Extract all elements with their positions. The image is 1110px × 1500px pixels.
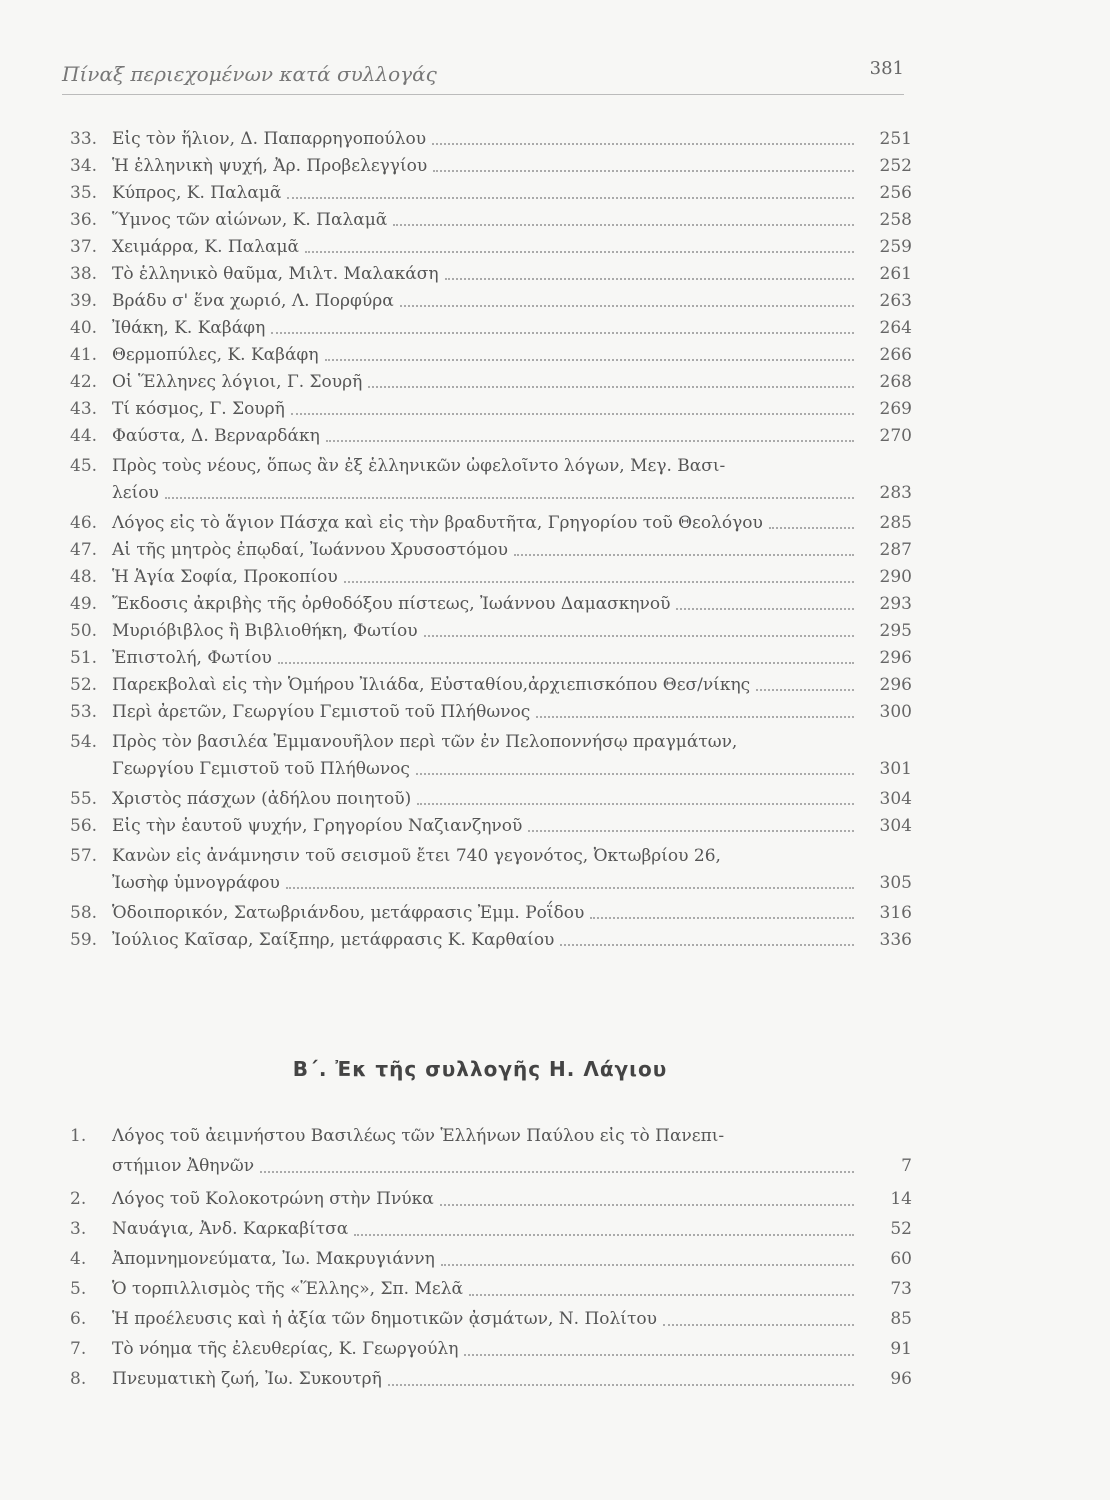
dot-leader [287, 180, 854, 199]
entry-title-line [112, 261, 860, 288]
toc-entry [70, 672, 912, 699]
entry-number: 36. [70, 210, 98, 230]
entry-title-text: Εἰς τὴν ἑαυτοῦ ψυχήν, Γρηγορίου Ναζιανζηνοῦ [112, 816, 523, 836]
entry-title [112, 1244, 868, 1274]
dot-leader [388, 1364, 854, 1386]
entry-title [112, 288, 868, 315]
entry-page-number: 52 [890, 1219, 912, 1239]
entry-title [112, 1334, 868, 1364]
toc-entry [70, 510, 912, 537]
entry-title-text: Θερμοπύλες, Κ. Καβάφη [112, 345, 319, 365]
dot-leader [416, 756, 854, 775]
entry-title-line [112, 1304, 860, 1334]
entry-title [112, 1214, 868, 1244]
entry-title-line [112, 672, 860, 699]
entry-page-number: 96 [890, 1369, 912, 1389]
entry-title [112, 423, 868, 450]
entry-page-number: 300 [879, 702, 912, 722]
dot-leader [663, 1304, 854, 1326]
entry-number: 48. [70, 567, 98, 587]
entry-number: 4. [70, 1249, 87, 1269]
dot-leader [291, 396, 854, 415]
entry-title-text: Ἡ ἑλληνικὴ ψυχή, Ἀρ. Προβελεγγίου [112, 156, 428, 176]
entry-number: 54. [70, 732, 98, 752]
entry-page-number: 293 [879, 594, 912, 614]
entry-page-number: 270 [879, 426, 912, 446]
entry-number: 41. [70, 345, 98, 365]
entry-page-number: 296 [879, 675, 912, 695]
entry-title-line [112, 927, 860, 954]
entry-title [112, 699, 868, 726]
entry-number: 7. [70, 1339, 87, 1359]
entry-number: 3. [70, 1219, 87, 1239]
entry-page-number: 287 [879, 540, 912, 560]
dot-leader [417, 786, 854, 805]
dot-leader [536, 699, 854, 718]
entry-title-line [112, 900, 860, 927]
dot-leader [769, 510, 854, 529]
toc-entry [70, 342, 912, 369]
entry-title-text: Ἰούλιος Καῖσαρ, Σαίξπηρ, μετάφρασις Κ. Καρθαίου [112, 930, 555, 950]
entry-title [112, 315, 868, 342]
toc-entry [70, 1184, 912, 1214]
entry-page-number: 261 [879, 264, 912, 284]
dot-leader [354, 1214, 854, 1236]
entry-number: 37. [70, 237, 98, 257]
toc-entry [70, 843, 912, 897]
entry-title [112, 900, 868, 927]
toc-entry [70, 1214, 912, 1244]
dot-leader [393, 207, 854, 226]
entry-page-number: 256 [879, 183, 912, 203]
entry-title-text: Ναυάγια, Ἀνδ. Καρκαβίτσα [112, 1219, 349, 1239]
entry-title-text: Κύπρος, Κ. Παλαμᾶ [112, 183, 282, 203]
toc-entry [70, 1364, 912, 1394]
entry-page-number: 316 [879, 903, 912, 923]
entry-title-text: Πνευματικὴ ζωή, Ἰω. Συκουτρῆ [112, 1369, 382, 1389]
entry-title-line [112, 1364, 860, 1394]
entry-title-line [112, 315, 860, 342]
dot-leader [441, 1244, 854, 1266]
entry-title-line [112, 453, 860, 480]
dot-leader [756, 672, 854, 691]
entry-title [112, 1121, 868, 1181]
entry-number: 44. [70, 426, 98, 446]
entry-title-text: Αἱ τῆς μητρὸς ἐπῳδαί, Ἰωάννου Χρυσοστόμου [112, 540, 508, 560]
entry-page-number: 85 [890, 1309, 912, 1329]
toc-entry [70, 423, 912, 450]
entry-title-line [112, 591, 860, 618]
entry-page-number: 268 [879, 372, 912, 392]
entry-title-text: Κανὼν εἰς ἀνάμνησιν τοῦ σεισμοῦ ἔτει 740 γεγονότος, Ὀκτωβρίου 26, [112, 846, 721, 866]
entry-page-number: 304 [879, 789, 912, 809]
dot-leader [445, 261, 854, 280]
entry-title-text: λείου [112, 483, 159, 503]
entry-page-number: 60 [890, 1249, 912, 1269]
toc-entry [70, 288, 912, 315]
toc-entry [70, 369, 912, 396]
dot-leader [676, 591, 854, 610]
entry-title-line [112, 180, 860, 207]
toc-entry [70, 813, 912, 840]
toc-entry [70, 927, 912, 954]
entry-number: 8. [70, 1369, 87, 1389]
page-header [62, 58, 904, 95]
entry-title-text: Φαύστα, Δ. Βερναρδάκη [112, 426, 320, 446]
entry-number: 1. [70, 1126, 87, 1146]
toc-entry [70, 234, 912, 261]
entry-page-number: 304 [879, 816, 912, 836]
toc-entry [70, 1244, 912, 1274]
toc-list-a [70, 126, 912, 954]
dot-leader [344, 564, 854, 583]
entry-title-text: Χειμάρρα, Κ. Παλαμᾶ [112, 237, 299, 257]
entry-title-line [112, 870, 860, 897]
entry-number: 50. [70, 621, 98, 641]
entry-title-line [112, 288, 860, 315]
entry-page-number: 251 [879, 129, 912, 149]
entry-title-text: Περὶ ἀρετῶν, Γεωργίου Γεμιστοῦ τοῦ Πλήθωνος [112, 702, 531, 722]
entry-number: 38. [70, 264, 98, 284]
entry-page-number: 259 [879, 237, 912, 257]
dot-leader [440, 1184, 854, 1206]
entry-number: 39. [70, 291, 98, 311]
entry-page-number: 295 [879, 621, 912, 641]
dot-leader [590, 900, 854, 919]
toc-entry [70, 126, 912, 153]
toc-entry [70, 786, 912, 813]
entry-title-line [112, 234, 860, 261]
entry-page-number: 296 [879, 648, 912, 668]
dot-leader [165, 480, 854, 499]
toc-entry [70, 453, 912, 507]
entry-title-line [112, 423, 860, 450]
entry-title-line [112, 786, 860, 813]
dot-leader [305, 234, 854, 253]
entry-title-line [112, 699, 860, 726]
entry-title-line [112, 537, 860, 564]
entry-title-line [112, 813, 860, 840]
entry-number: 45. [70, 456, 98, 476]
entry-page-number: 305 [879, 873, 912, 893]
entry-number: 6. [70, 1309, 87, 1329]
running-title: Πίναξ περιεχομένων κατά συλλογάς [62, 62, 437, 86]
entry-title-text: στήμιον Ἀθηνῶν [112, 1156, 255, 1176]
toc-entry [70, 396, 912, 423]
entry-title-line [112, 153, 860, 180]
entry-number: 40. [70, 318, 98, 338]
dot-leader [424, 618, 854, 637]
dot-leader [433, 153, 854, 172]
dot-leader [368, 369, 854, 388]
entry-title [112, 1184, 868, 1214]
section-heading: Β΄. Ἐκ τῆς συλλογῆς Η. Λάγιου [292, 1057, 668, 1081]
entry-page-number: 336 [879, 930, 912, 950]
toc-entry [70, 315, 912, 342]
entry-title [112, 1304, 868, 1334]
dot-leader [286, 870, 854, 889]
entry-title-line [112, 729, 860, 756]
dot-leader [325, 342, 854, 361]
entry-title-text: Ὕμνος τῶν αἰώνων, Κ. Παλαμᾶ [112, 210, 388, 230]
entry-title-line [112, 1121, 860, 1151]
entry-number: 34. [70, 156, 98, 176]
dot-leader [326, 423, 854, 442]
entry-number: 5. [70, 1279, 87, 1299]
entry-page-number: 285 [879, 513, 912, 533]
entry-title [112, 261, 868, 288]
toc-entry [70, 207, 912, 234]
entry-title-line [112, 1151, 860, 1181]
dot-leader [469, 1274, 854, 1296]
entry-title-text: Ὁδοιπορικόν, Σατωβριάνδου, μετάφρασις Ἐμμ. Ροΐδου [112, 903, 585, 923]
entry-title-text: Ἔκδοσις ἀκριβὴς τῆς ὀρθοδόξου πίστεως, Ἰωάννου Δαμασκηνοῦ [112, 594, 671, 614]
entry-title [112, 729, 868, 783]
entry-title [112, 396, 868, 423]
toc-entry [70, 900, 912, 927]
entry-title-line [112, 480, 860, 507]
entry-title-text: Εἰς τὸν ἥλιον, Δ. Παπαρρηγοπούλου [112, 129, 427, 149]
toc-entry [70, 1304, 912, 1334]
entry-number: 57. [70, 846, 98, 866]
entry-title-line [112, 510, 860, 537]
entry-title-line [112, 618, 860, 645]
entry-number: 49. [70, 594, 98, 614]
entry-page-number: 258 [879, 210, 912, 230]
entry-page-number: 91 [890, 1339, 912, 1359]
entry-title-line [112, 843, 860, 870]
entry-title [112, 369, 868, 396]
entry-title-line [112, 1244, 860, 1274]
entry-title-line [112, 369, 860, 396]
toc-entry [70, 180, 912, 207]
entry-title-text: Βράδυ σ' ἕνα χωριό, Λ. Πορφύρα [112, 291, 394, 311]
toc-entry [70, 699, 912, 726]
entry-title [112, 1274, 868, 1304]
entry-number: 33. [70, 129, 98, 149]
entry-page-number: 269 [879, 399, 912, 419]
entry-page-number: 252 [879, 156, 912, 176]
entry-number: 46. [70, 513, 98, 533]
entry-title [112, 342, 868, 369]
entry-title [112, 180, 868, 207]
dot-leader [464, 1334, 854, 1356]
entry-title [112, 537, 868, 564]
entry-number: 47. [70, 540, 98, 560]
entry-title [112, 1364, 868, 1394]
entry-title-line [112, 207, 860, 234]
toc-entry [70, 1274, 912, 1304]
dot-leader [400, 288, 854, 307]
toc-list-b [70, 1118, 912, 1394]
entry-number: 53. [70, 702, 98, 722]
toc-entry [70, 591, 912, 618]
toc-entry [70, 618, 912, 645]
page-number: 381 [869, 58, 904, 79]
entry-title-line [112, 564, 860, 591]
entry-number: 35. [70, 183, 98, 203]
entry-title-text: Τί κόσμος, Γ. Σουρῆ [112, 399, 285, 419]
entry-title-text: Μυριόβιβλος ἢ Βιβλιοθήκη, Φωτίου [112, 621, 418, 641]
entry-number: 42. [70, 372, 98, 392]
entry-title [112, 564, 868, 591]
entry-title-line [112, 1334, 860, 1364]
dot-leader [514, 537, 854, 556]
dot-leader [271, 315, 854, 334]
entry-title [112, 813, 868, 840]
entry-title-text: Παρεκβολαὶ εἰς τὴν Ὁμήρου Ἰλιάδα, Εὐσταθίου,ἀρχιεπισκόπου Θεσ/νίκης [112, 675, 751, 695]
entry-title-text: Τὸ ἑλληνικὸ θαῦμα, Μιλτ. Μαλακάση [112, 264, 439, 284]
entry-title-text: Ἡ προέλευσις καὶ ἡ ἀξία τῶν δημοτικῶν ᾀσμάτων, Ν. Πολίτου [112, 1309, 657, 1329]
entry-number: 56. [70, 816, 98, 836]
entry-title-text: Ὁ τορπιλλισμὸς τῆς «Ἕλλης», Σπ. Μελᾶ [112, 1279, 463, 1299]
entry-title-text: Ἰωσὴφ ὑμνογράφου [112, 873, 280, 893]
entry-page-number: 290 [879, 567, 912, 587]
entry-title-text: Ἐπιστολή, Φωτίου [112, 648, 272, 668]
entry-number: 2. [70, 1189, 87, 1209]
entry-number: 59. [70, 930, 98, 950]
entry-title [112, 645, 868, 672]
entry-page-number: 283 [879, 483, 912, 503]
entry-title [112, 207, 868, 234]
entry-title-text: Χριστὸς πάσχων (ἀδήλου ποιητοῦ) [112, 789, 412, 809]
entry-title [112, 786, 868, 813]
entry-title-text: Λόγος τοῦ ἀειμνήστου Βασιλέως τῶν Ἑλλήνων Παύλου εἰς τὸ Πανεπι- [112, 1126, 725, 1146]
toc-entry [70, 537, 912, 564]
dot-leader [560, 927, 854, 946]
toc-entry [70, 153, 912, 180]
entry-title-line [112, 1184, 860, 1214]
toc-entry [70, 1334, 912, 1364]
entry-title [112, 510, 868, 537]
entry-page-number: 7 [901, 1156, 912, 1176]
entry-page-number: 301 [879, 759, 912, 779]
entry-title-line [112, 126, 860, 153]
entry-title [112, 927, 868, 954]
entry-number: 55. [70, 789, 98, 809]
dot-leader [432, 126, 854, 145]
entry-title [112, 591, 868, 618]
entry-title-text: Οἱ Ἕλληνες λόγιοι, Γ. Σουρῆ [112, 372, 363, 392]
entry-title-line [112, 1214, 860, 1244]
entry-title-line [112, 756, 860, 783]
entry-title [112, 153, 868, 180]
toc-entry [70, 1121, 912, 1181]
entry-page-number: 264 [879, 318, 912, 338]
toc-entry [70, 645, 912, 672]
entry-page-number: 73 [890, 1279, 912, 1299]
entry-title-line [112, 342, 860, 369]
entry-title-text: Τὸ νόημα τῆς ἐλευθερίας, Κ. Γεωργούλη [112, 1339, 459, 1359]
entry-title [112, 843, 868, 897]
entry-title-line [112, 396, 860, 423]
entry-title-text: Λόγος τοῦ Κολοκοτρώνη στὴν Πνύκα [112, 1189, 434, 1209]
entry-page-number: 14 [890, 1189, 912, 1209]
toc-entry [70, 564, 912, 591]
dot-leader [260, 1151, 854, 1173]
toc-entry [70, 729, 912, 783]
dot-leader [278, 645, 854, 664]
entry-title-text: Ἡ Ἁγία Σοφία, Προκοπίου [112, 567, 338, 587]
entry-title-text: Γεωργίου Γεμιστοῦ τοῦ Πλήθωνος [112, 759, 410, 779]
toc-entry [70, 261, 912, 288]
entry-title [112, 672, 868, 699]
entry-number: 43. [70, 399, 98, 419]
entry-title-line [112, 1274, 860, 1304]
entry-number: 58. [70, 903, 98, 923]
entry-title [112, 234, 868, 261]
entry-page-number: 266 [879, 345, 912, 365]
entry-number: 52. [70, 675, 98, 695]
entry-page-number: 263 [879, 291, 912, 311]
entry-number: 51. [70, 648, 98, 668]
entry-title-text: Πρὸς τὸν βασιλέα Ἐμμανουῆλον περὶ τῶν ἐν Πελοποννήσῳ πραγμάτων, [112, 732, 738, 752]
entry-title-text: Ἰθάκη, Κ. Καβάφη [112, 318, 266, 338]
entry-title-line [112, 645, 860, 672]
entry-title [112, 453, 868, 507]
entry-title [112, 618, 868, 645]
entry-title-text: Λόγος εἰς τὸ ἅγιον Πάσχα καὶ εἰς τὴν βραδυτῆτα, Γρηγορίου τοῦ Θεολόγου [112, 513, 763, 533]
entry-title-text: Πρὸς τοὺς νέους, ὅπως ἂν ἐξ ἑλληνικῶν ὠφελοῖντο λόγων, Μεγ. Βασι- [112, 456, 726, 476]
entry-title [112, 126, 868, 153]
entry-title-text: Ἀπομνημονεύματα, Ἰω. Μακρυγιάννη [112, 1249, 435, 1269]
dot-leader [528, 813, 854, 832]
